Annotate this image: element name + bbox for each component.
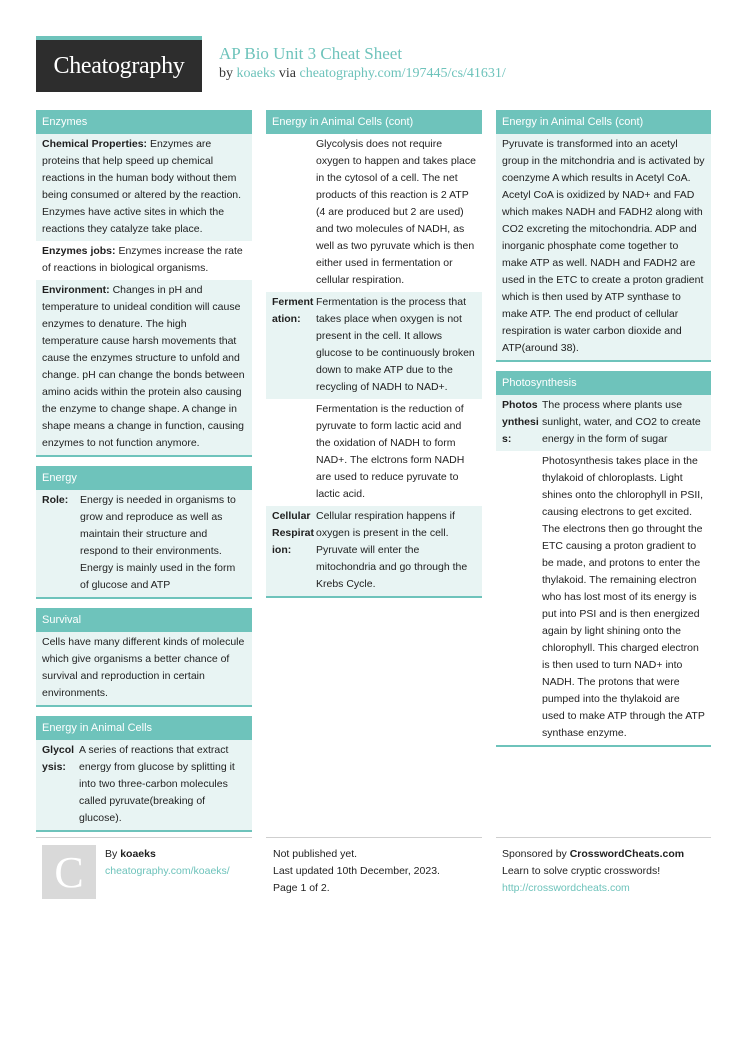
cellular-respiration-label: Cellular Respiration:: [272, 510, 315, 556]
enzymes-chemical-label: Chemical Properties:: [42, 138, 148, 150]
enzymes-jobs-label: Enzymes jobs:: [42, 245, 116, 257]
glycolysis-label: Glycolysis:: [42, 744, 75, 773]
footer-sponsor-prefix: Sponsored by: [502, 848, 567, 860]
section-heading-energy-animal-cells: Energy in Animal Cells: [36, 716, 252, 740]
column-1: [36, 110, 252, 841]
section-heading-animal-cont-2: Energy in Animal Cells (cont): [496, 110, 711, 134]
section-energy-animal-cells: [36, 716, 252, 832]
enzymes-jobs-row: [36, 241, 252, 280]
avatar-letter: C: [54, 847, 84, 897]
by-word: by: [219, 66, 233, 81]
footer-sponsor-tagline: Learn to solve cryptic crosswords!: [502, 865, 661, 877]
photosynthesis-text-2: Photosynthesis takes place in the thylakoid of chloroplasts. Light shines onto the chlorophyll in PSII, causing electrons to get excited. The electrons then go throught the ETC causing a proton gradient to be made, and protons to enter the thylakoid. The remaining electron who has lost most of its energy is put into PSI and is then energized again by light shining onto the chlorophyll. This charged electron is then used to turn NAD+ into NADH. The protons that were pumped into the thylakoid are used to make ATP through the ATP synthase enzyme.: [542, 455, 705, 739]
sheet-url-link[interactable]: cheatography.com/197445/cs/41631/: [299, 66, 506, 81]
glycolysis-text: A series of reactions that extract energy from glucose by splitting it into two three-carbon molecules called pyruvate(breaking of glucose).: [79, 744, 235, 824]
enzymes-chemical-row: [36, 134, 252, 241]
column-2: [266, 110, 482, 607]
footer-divider-3: [496, 837, 711, 838]
footer-author-name: koaeks: [120, 848, 156, 860]
photosynthesis-cont-spacer: [496, 451, 542, 745]
glycolysis-row: [36, 740, 252, 830]
footer-published: Not published yet.: [273, 848, 358, 860]
enzymes-chemical-text: Enzymes are proteins that help speed up chemical reactions in the human body without them being consumed or altered by the reaction. Enzymes have active sites in which the reactions they catalyze take place.: [42, 138, 242, 235]
enzymes-jobs-text: Enzymes increase the rate of reactions in biological organisms.: [42, 245, 243, 274]
section-heading-photosynthesis: Photosynthesis: [496, 371, 711, 395]
glycolysis-cont-text: Glycolysis does not require oxygen to happen and takes place in the cytosol of a cell. The net products of this reaction is 2 ATP (4 are produced but 2 are used) and two molecules of NADH, as well as two pyruvate which is then either used in fermentation or cellular respiration.: [316, 138, 476, 286]
section-energy-animal-cells-cont-2: [496, 110, 711, 362]
footer-sponsor-name: CrosswordCheats.com: [569, 848, 685, 860]
glycolysis-cont-spacer: [266, 134, 316, 292]
logo-text: Cheatography: [53, 52, 185, 79]
fermentation-row: [266, 292, 482, 399]
enzymes-environment-label: Environment:: [42, 284, 110, 296]
section-heading-animal-cont: Energy in Animal Cells (cont): [266, 110, 482, 134]
footer-publish-block: [273, 846, 440, 897]
fermentation-label: Fermentation:: [272, 296, 314, 325]
photosynthesis-cont-row: [496, 451, 711, 745]
via-word: via: [278, 66, 296, 81]
footer-updated: Last updated 10th December, 2023.: [273, 865, 440, 877]
energy-role-label: Role:: [42, 494, 69, 506]
enzymes-environment-row: [36, 280, 252, 455]
fermentation-cont-row: [266, 399, 482, 506]
survival-text: Cells have many different kinds of molecule which give organisms a better chance of survival and reproduction in certain environments.: [36, 632, 252, 705]
section-heading-enzymes: Enzymes: [36, 110, 252, 134]
pyruvate-text: Pyruvate is transformed into an acetyl group in the mitchondria and is activated by coenzyme A which results in Acetyl CoA. Acetyl CoA is oxidized by NAD+ and FAD which makes NADH and FADH2 along with CO2 excreting the mitochondria. ADP and inorganic phosphate come together to make ATP as well. NADH and FADH2 are used in the ETC to create a proton gradient which is then used by ATP synthase to make ATP. The end product of cellular respiration is water carbon dioxide and ATP(around 38).: [496, 134, 711, 360]
fermentation-text: Fermentation is the process that takes place when oxygen is not present in the cell. It allows glucose to be continuously broken down to make ATP due to the recycling of NADH to NAD+.: [316, 296, 475, 393]
footer-divider-2: [266, 837, 482, 838]
footer-by-word: By: [105, 848, 118, 860]
page-title: AP Bio Unit 3 Cheat Sheet: [219, 44, 403, 63]
column-3: [496, 110, 711, 756]
fermentation-cont-spacer: [266, 399, 316, 506]
footer-author-block: [105, 846, 230, 880]
section-heading-energy: Energy: [36, 466, 252, 490]
photosynthesis-row: [496, 395, 711, 451]
section-survival: [36, 608, 252, 707]
footer-sponsor-block: [502, 846, 684, 897]
section-energy-animal-cells-cont: [266, 110, 482, 598]
glycolysis-cont-row: [266, 134, 482, 292]
section-heading-survival: Survival: [36, 608, 252, 632]
energy-role-text: Energy is needed in organisms to grow and reproduce as well as maintain their structure and respond to their environments. Energy is mainly used in the form of glucose and ATP: [80, 494, 236, 591]
footer-author-url-link[interactable]: cheatography.com/koaeks/: [105, 865, 230, 877]
cellular-respiration-row: [266, 506, 482, 596]
byline: [219, 66, 506, 82]
fermentation-cont-text: Fermentation is the reduction of pyruvate to form lactic acid and the oxidation of NADH to form NAD+. The elctrons form NADH are used to reduce pyruvate to lactic acid.: [316, 403, 465, 500]
author-avatar[interactable]: [42, 845, 96, 899]
energy-role-row: [36, 490, 252, 597]
photosynthesis-label: Photosynthesis:: [502, 399, 539, 445]
footer-divider-1: [36, 837, 252, 838]
footer-page-number: Page 1 of 2.: [273, 882, 330, 894]
section-energy: [36, 466, 252, 599]
section-enzymes: [36, 110, 252, 457]
cellular-respiration-text: Cellular respiration happens if oxygen is present in the cell. Pyruvate will enter the mitochondria and go through the Krebs Cycle.: [316, 510, 468, 590]
author-link[interactable]: koaeks: [236, 66, 276, 81]
photosynthesis-text-1: The process where plants use sunlight, water, and CO2 to create energy in the form of sugar: [542, 399, 701, 445]
enzymes-environment-text: Changes in pH and temperature to unideal condition will cause enzymes to denature. The high temperature cause harsh movements that cause the enzymes structure to unfold and change. pH can change the bonds between amino acids within the protein also causing the enzyme to change shape. A change in shape means a change in function, causing enzymes to not function anymore.: [42, 284, 245, 449]
cheatography-logo[interactable]: [36, 36, 202, 92]
footer-sponsor-url-link[interactable]: http://crosswordcheats.com: [502, 882, 630, 894]
section-photosynthesis: [496, 371, 711, 747]
